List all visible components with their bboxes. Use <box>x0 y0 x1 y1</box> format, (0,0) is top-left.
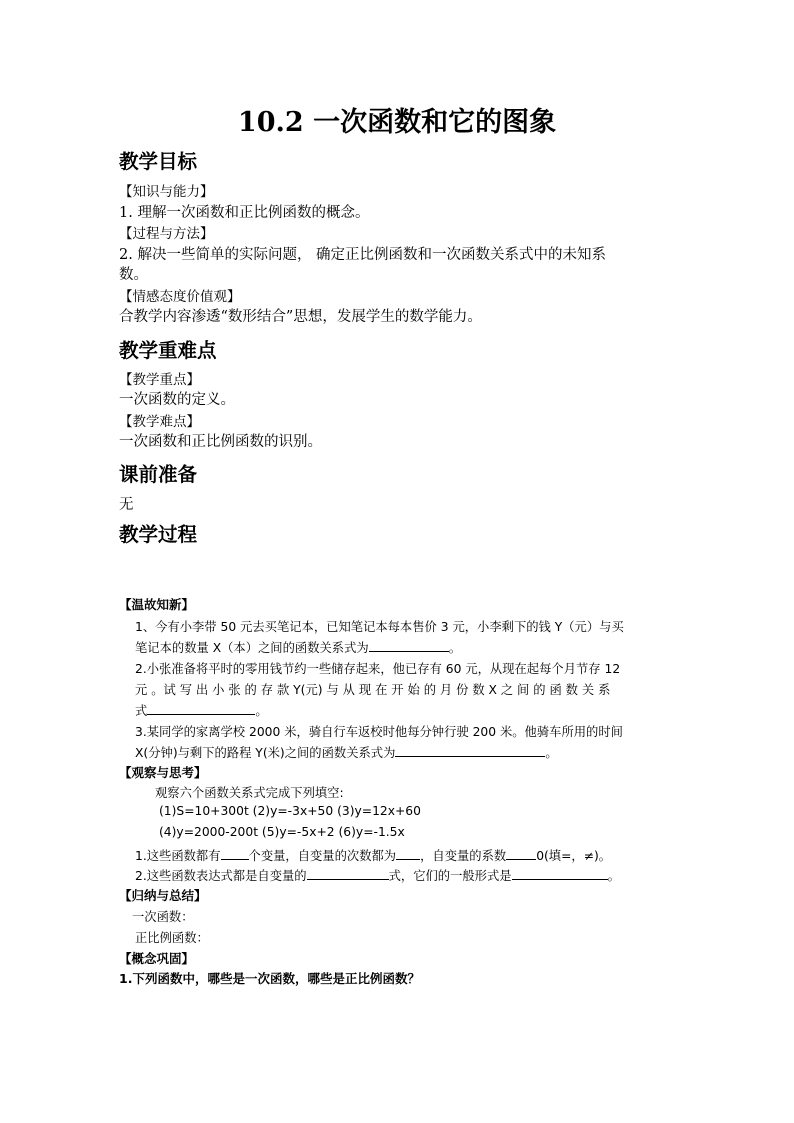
question-2-line3 <box>135 701 268 719</box>
question-1-text: 笔记本的数量 X（本）之间的函数关系式为 <box>135 641 369 655</box>
fill-2-part-b: 式，它们的一般形式是 <box>388 869 512 883</box>
heading-preparation: 课前准备 <box>119 463 198 486</box>
tag-process-method: 【过程与方法】 <box>119 226 214 242</box>
fill-1-part-c: ，自变量的系数 <box>420 849 507 863</box>
answer-blank <box>307 867 389 880</box>
answer-blank <box>147 702 255 715</box>
preparation-text: 无 <box>119 497 134 513</box>
heading-teaching-goals: 教学目标 <box>119 150 198 173</box>
question-1-end: 。 <box>448 641 461 655</box>
heading-key-difficult: 教学重难点 <box>119 339 217 362</box>
fill-1-part-d: 0(填=，≠)。 <box>536 849 612 863</box>
goal-item-1: 1. 理解一次函数和正比例函数的概念。 <box>119 205 370 221</box>
heading-teaching-process: 教学过程 <box>119 523 198 546</box>
document-title: 10.2 一次函数和它的图象 <box>237 107 557 138</box>
difficult-point-text: 一次函数和正比例函数的识别。 <box>119 434 322 450</box>
answer-blank <box>221 847 249 860</box>
answer-blank <box>369 639 449 652</box>
tag-concept-consolidation: 【概念巩固】 <box>119 951 195 966</box>
question-2-line2: 元 。试 写 出 小 张 的 存 款 Y(元) 与 从 现 在 开 始 的 月 份 数 X 之 间 的 函 数 关 系 <box>135 683 611 697</box>
question-3-line2 <box>135 743 558 761</box>
summary-linear-function: 一次函数： <box>132 910 194 924</box>
summary-proportional-function: 正比例函数： <box>135 931 209 945</box>
key-point-text: 一次函数的定义。 <box>119 392 235 408</box>
question-3-text: X(分钟)与剩下的路程 Y(米)之间的函数关系式为 <box>135 746 396 760</box>
tag-difficult-point: 【教学难点】 <box>119 414 200 430</box>
fill-question-2 <box>135 866 620 884</box>
answer-blank <box>512 867 608 880</box>
question-3-end: 。 <box>545 746 558 760</box>
question-3-line1: 3.某同学的家离学校 2000 米，骑自行车返校时他每分钟行驶 200 米。他骑车所用的时间 <box>135 725 623 739</box>
goal-item-3: 合教学内容渗透“数形结合”思想，发展学生的数学能力。 <box>119 309 482 325</box>
question-2-end: 。 <box>255 704 268 718</box>
observe-intro: 观察六个函数关系式完成下列填空: <box>155 786 344 800</box>
answer-blank <box>396 847 420 860</box>
tag-knowledge-ability: 【知识与能力】 <box>119 184 214 200</box>
fill-1-part-a: 1.这些函数都有 <box>135 849 221 863</box>
goal-item-2-line1: 2. 解决一些简单的实际问题， 确定正比例函数和一次函数关系式中的未知系 <box>119 247 607 263</box>
fill-1-part-b: 个变量，自变量的次数都为 <box>248 849 397 863</box>
tag-summary: 【归纳与总结】 <box>119 888 207 903</box>
concept-question-1: 1.下列函数中，哪些是一次函数，哪些是正比例函数？ <box>119 971 420 986</box>
fill-2-part-c: 。 <box>607 869 620 883</box>
tag-review: 【温故知新】 <box>119 597 195 612</box>
answer-blank <box>395 744 545 757</box>
goal-item-2-line2: 数。 <box>119 267 148 283</box>
question-1-line1: 1、今有小李带 50 元去买笔记本，已知笔记本每本售价 3 元，小李剩下的钱 Y（元）与买 <box>135 620 624 634</box>
question-2-line1: 2.小张准备将平时的零用钱节约一些储存起来，他已存有 60 元，从现在起每个月节存 12 <box>135 662 621 676</box>
question-2-text: 式 <box>135 704 148 718</box>
tag-key-point: 【教学重点】 <box>119 372 200 388</box>
tag-emotion-attitude: 【情感态度价值观】 <box>119 289 241 305</box>
answer-blank <box>506 847 536 860</box>
fill-2-part-a: 2.这些函数表达式都是自变量的 <box>135 869 307 883</box>
question-1-line2 <box>135 638 461 656</box>
tag-observe-think: 【观察与思考】 <box>119 765 207 780</box>
formula-row-1: (1)S=10+300t (2)y=-3x+50 (3)y=12x+60 <box>159 804 421 818</box>
formula-row-2: (4)y=2000-200t (5)y=-5x+2 (6)y=-1.5x <box>159 825 405 839</box>
fill-question-1 <box>135 846 611 864</box>
